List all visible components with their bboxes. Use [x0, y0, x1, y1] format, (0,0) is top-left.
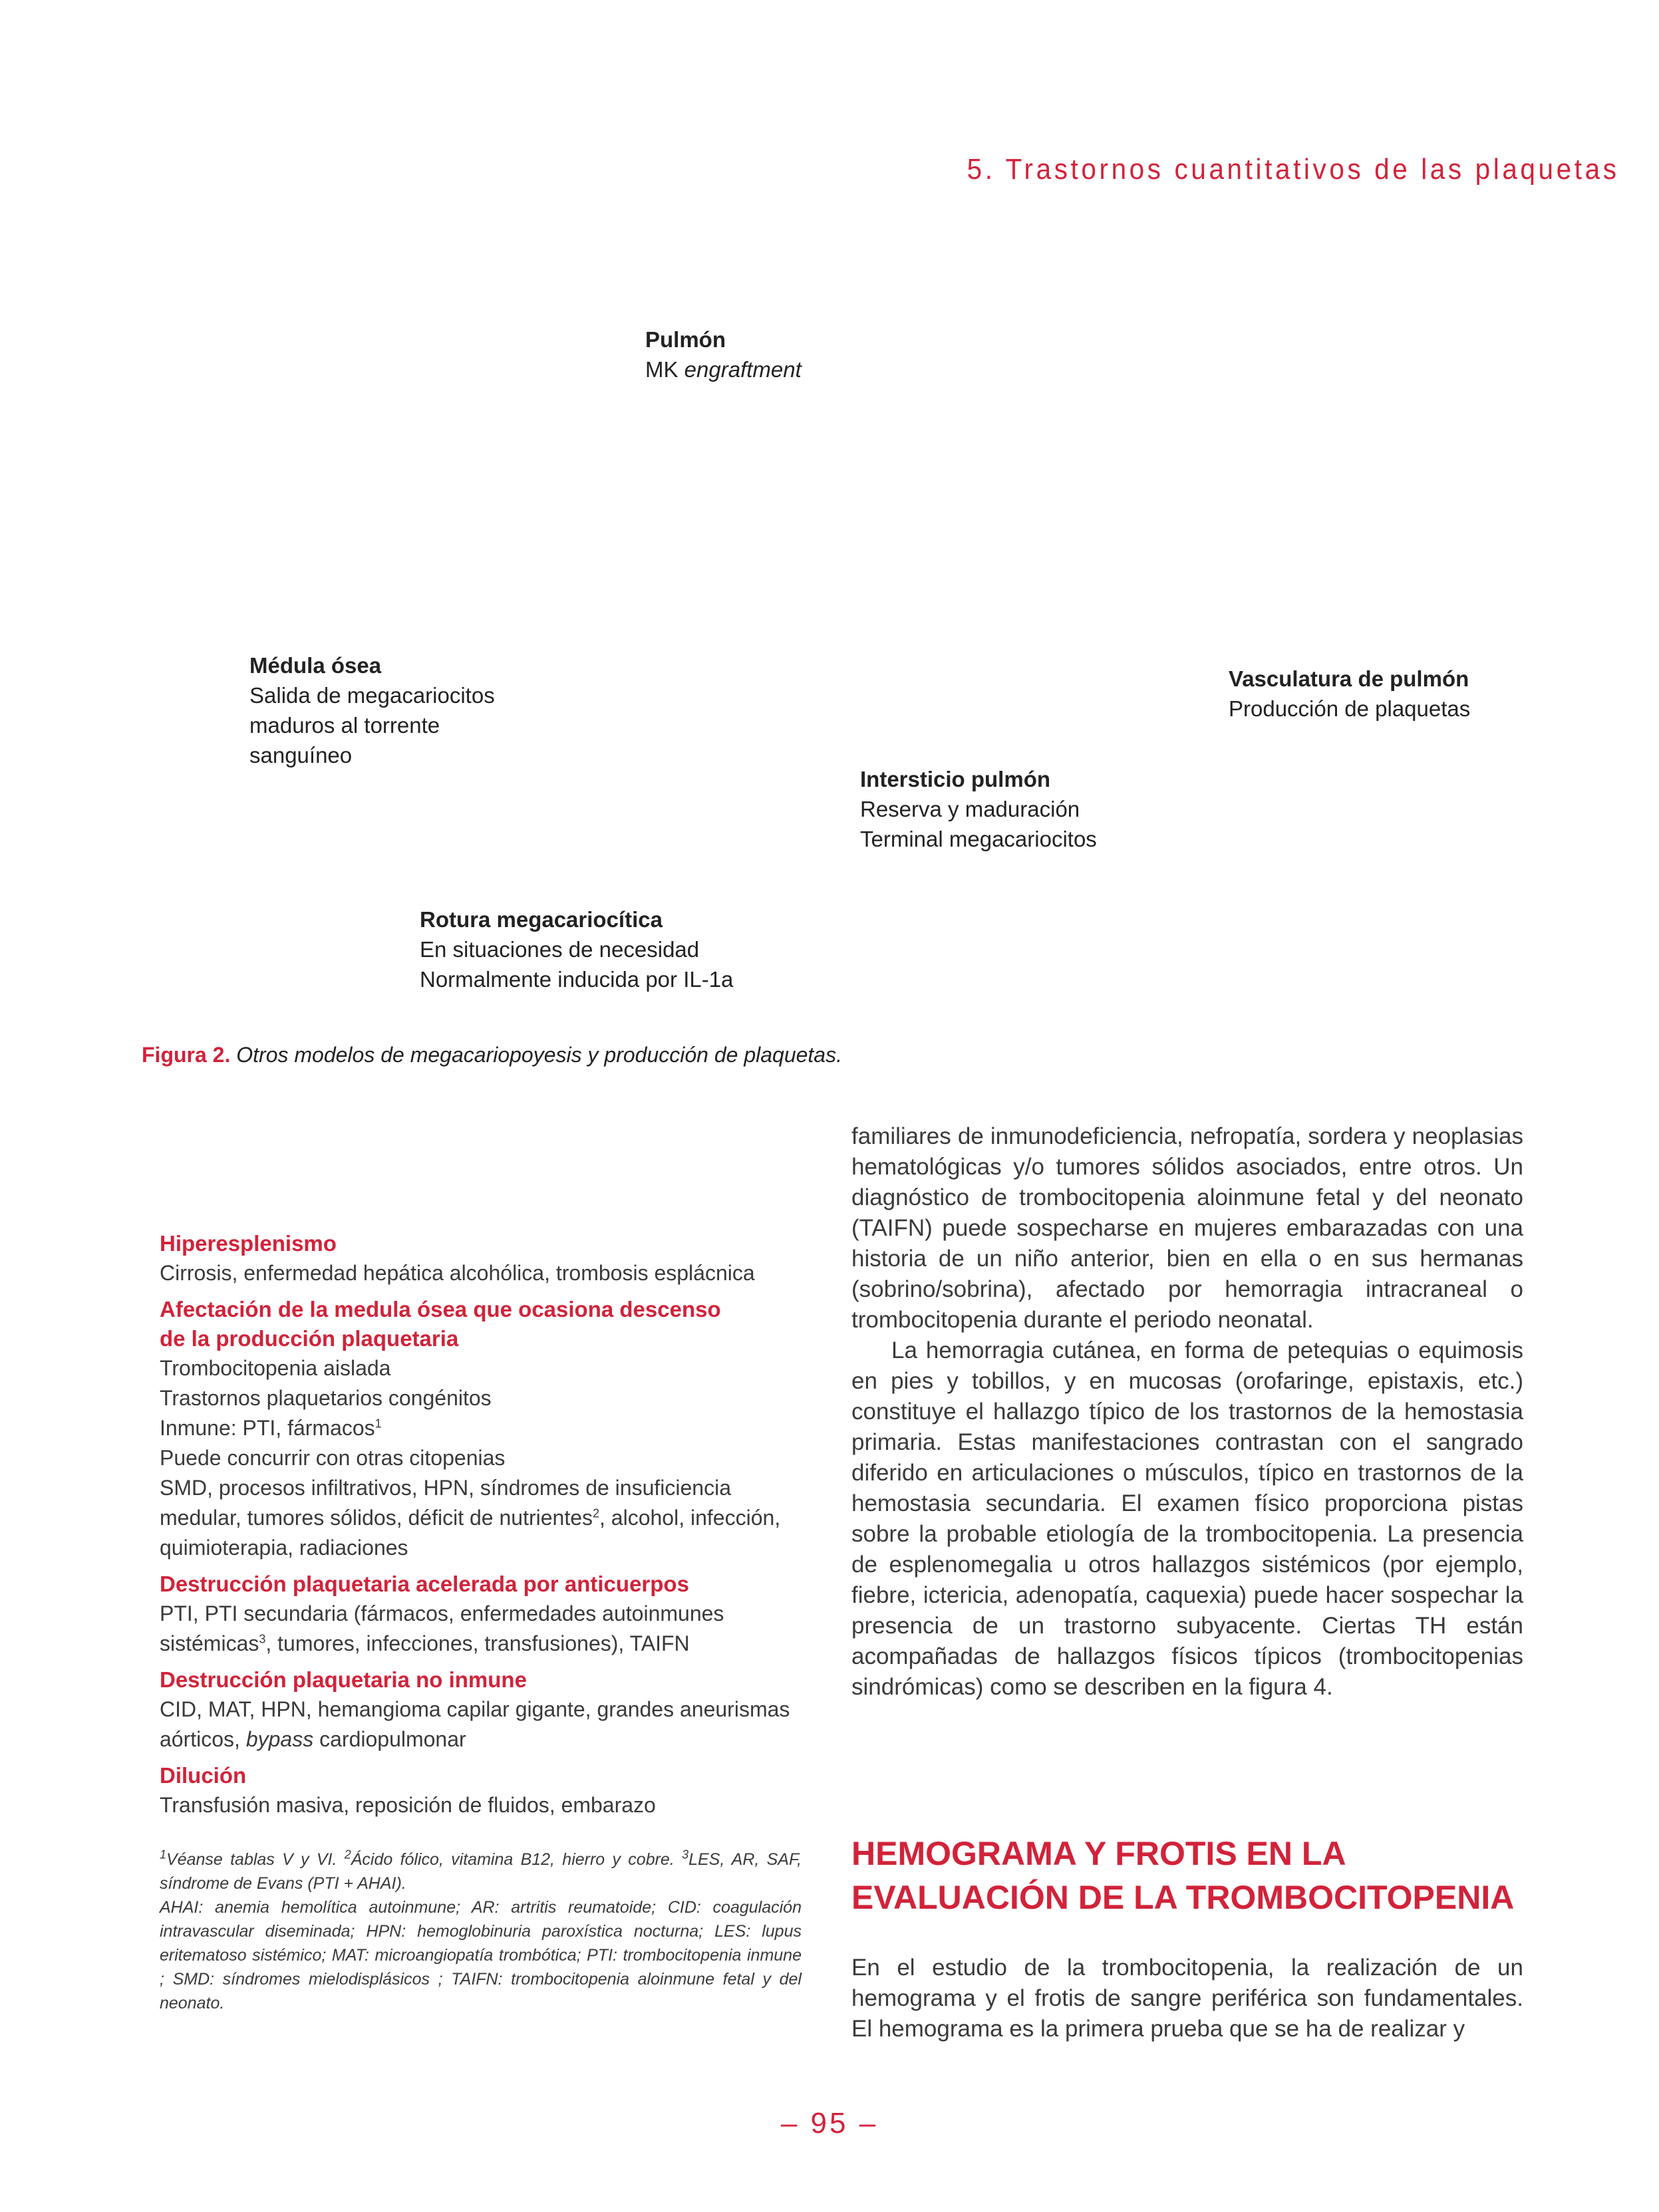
figure-caption: [142, 1043, 842, 1067]
footnote-refs: $^1$Véanse tablas V y VI. $^2$Ácido fólico, vitamina B12, hierro y cobre. $^3$LES, AR, SAF, síndrome de Evans (PTI + AHAI).: [160, 1848, 802, 1893]
table-footnotes: [160, 1848, 802, 2015]
category-line: CID, MAT, HPN, hemangioma capilar gigante, grandes aneurismas: [160, 1697, 790, 1721]
category-destruccion-no-inmune: [160, 1665, 802, 1754]
category-line: quimioterapia, radiaciones: [160, 1536, 408, 1560]
figure-label-intersticio: [860, 764, 1097, 854]
figure-label-line: Producción de plaquetas: [1229, 696, 1471, 721]
category-line: Transfusión masiva, reposición de fluidos, embarazo: [160, 1793, 656, 1817]
category-line: Trombocitopenia aislada: [160, 1356, 391, 1380]
category-hiperesplenismo: [160, 1229, 802, 1288]
category-title: Destrucción plaquetaria no inmune: [160, 1667, 527, 1692]
figure-caption-text: Otros modelos de megacariopoyesis y producción de plaquetas.: [236, 1043, 842, 1067]
running-header: 5. Trastornos cuantitativos de las plaquetas: [967, 153, 1620, 186]
figure-label-line: Terminal megacariocitos: [860, 827, 1097, 851]
figure-label-pulmon: [645, 325, 802, 384]
category-title: de la producción plaquetaria: [160, 1326, 459, 1351]
category-title: Dilución: [160, 1763, 247, 1788]
category-line: Cirrosis, enfermedad hepática alcohólica, trombosis esplácnica: [160, 1261, 755, 1285]
section-heading: [851, 1832, 1550, 1919]
figure-label-title: Médula ósea: [249, 653, 382, 678]
body-paragraph: familiares de inmunodeficiencia, nefropatía, sordera y neoplasias hematológicas y/o tumores sólidos asociados, entre otros. Un diagnóstico de trombocitopenia aloinmune fetal y del neonato (TAIFN) puede sospecharse en mujeres embarazadas con una historia de un niño anterior, bien en ella o en sus hermanas (sobrino/sobrina), afectado por hemorragia intracraneal o trombocitopenia durante el periodo neonatal.: [851, 1123, 1523, 1333]
footnote-abbreviations: AHAI: anemia hemolítica autoinmune; AR: artritis reumatoide; CID: coagulación intravascular diseminada; HPN: hemoglobinuria paroxística nocturna; LES: lupus eritematoso sistémico; MAT: microangiopatía trombótica; PTI: trombocitopenia inmune ; SMD: síndromes mielodisplásicos ; TAIFN: trombocitopenia aloinmune fetal y del neonato.: [160, 1898, 802, 2012]
figure-label-line: Normalmente inducida por IL-1a: [420, 967, 734, 992]
figure-label-title: Intersticio pulmón: [860, 767, 1051, 791]
body-paragraph: En el estudio de la trombocitopenia, la realización de un hemograma y el frotis de sangre periférica son fundamentales. El hemograma es la primera prueba que se ha de realizar y: [851, 1955, 1523, 2042]
category-line: PTI, PTI secundaria (fármacos, enfermedades autoinmunes: [160, 1601, 724, 1625]
category-line: sistémicas$^3$, tumores, infecciones, transfusiones), TAIFN: [160, 1631, 690, 1655]
category-line: Puede concurrir con otras citopenias: [160, 1446, 506, 1470]
section-heading-line: EVALUACIÓN DE LA TROMBOCITOPENIA: [851, 1879, 1515, 1916]
figure-label-title: Vasculatura de pulmón: [1229, 666, 1469, 691]
causes-table: [160, 1229, 802, 1827]
category-destruccion-anticuerpos: [160, 1570, 802, 1659]
category-line: SMD, procesos infiltrativos, HPN, síndromes de insuficiencia: [160, 1476, 731, 1500]
figure-label-medula-osea: [249, 650, 495, 770]
figure-label-line: Salida de megacariocitos: [249, 683, 495, 708]
category-line: medular, tumores sólidos, déficit de nutrientes$^2$, alcohol, infección,: [160, 1506, 781, 1530]
figure-label-line: Reserva y maduración: [860, 797, 1080, 821]
body-paragraph: La hemorragia cutánea, en forma de petequias o equimosis en pies y tobillos, y en mucosas (orofaringe, epistaxis, etc.) constituye el hallazgo típico de los trastornos de la hemostasia primaria. Estas manifestaciones contrastan con el sangrado diferido en articulaciones o músculos, típico en trastornos de la hemostasia secundaria. El examen físico proporciona pistas sobre la probable etiología de la trombocitopenia. La presencia de esplenomegalia u otros hallazgos sistémicos (por ejemplo, fiebre, ictericia, adenopatía, caquexia) puede hacer sospechar la presencia de un trastorno subyacente. Ciertas TH están acompañadas de hallazgos físicos típicos (trombocitopenias sindrómicas) como se describen en la figura 4.: [851, 1337, 1523, 1700]
figure-label-rotura: [420, 904, 733, 994]
figure-label-line: maduros al torrente: [249, 713, 440, 738]
page-number: – 95 –: [780, 2107, 879, 2140]
figure-label-title: Pulmón: [645, 327, 726, 352]
category-title: Afectación de la medula ósea que ocasiona descenso: [160, 1297, 721, 1321]
figure-label-title: Rotura megacariocítica: [420, 907, 663, 932]
section-heading-line: HEMOGRAMA Y FROTIS EN LA: [851, 1835, 1346, 1872]
figure-label-line: En situaciones de necesidad: [420, 937, 700, 962]
figure-label-line: MK engraftment: [645, 357, 802, 382]
section-body: [851, 1953, 1523, 2044]
right-column-text: [851, 1121, 1523, 1703]
category-dilucion: [160, 1761, 802, 1820]
category-line: aórticos, bypass cardiopulmonar: [160, 1727, 466, 1751]
category-afectacion-medula: [160, 1295, 802, 1563]
figure-label-vasculatura: [1229, 664, 1470, 724]
figure-label-line: sanguíneo: [249, 743, 353, 767]
category-title: Hiperesplenismo: [160, 1231, 337, 1256]
figure-caption-label: Figura 2.: [142, 1043, 231, 1067]
category-title: Destrucción plaquetaria acelerada por anticuerpos: [160, 1572, 689, 1596]
category-line: Inmune: PTI, fármacos$^1$: [160, 1416, 382, 1440]
category-line: Trastornos plaquetarios congénitos: [160, 1386, 492, 1410]
